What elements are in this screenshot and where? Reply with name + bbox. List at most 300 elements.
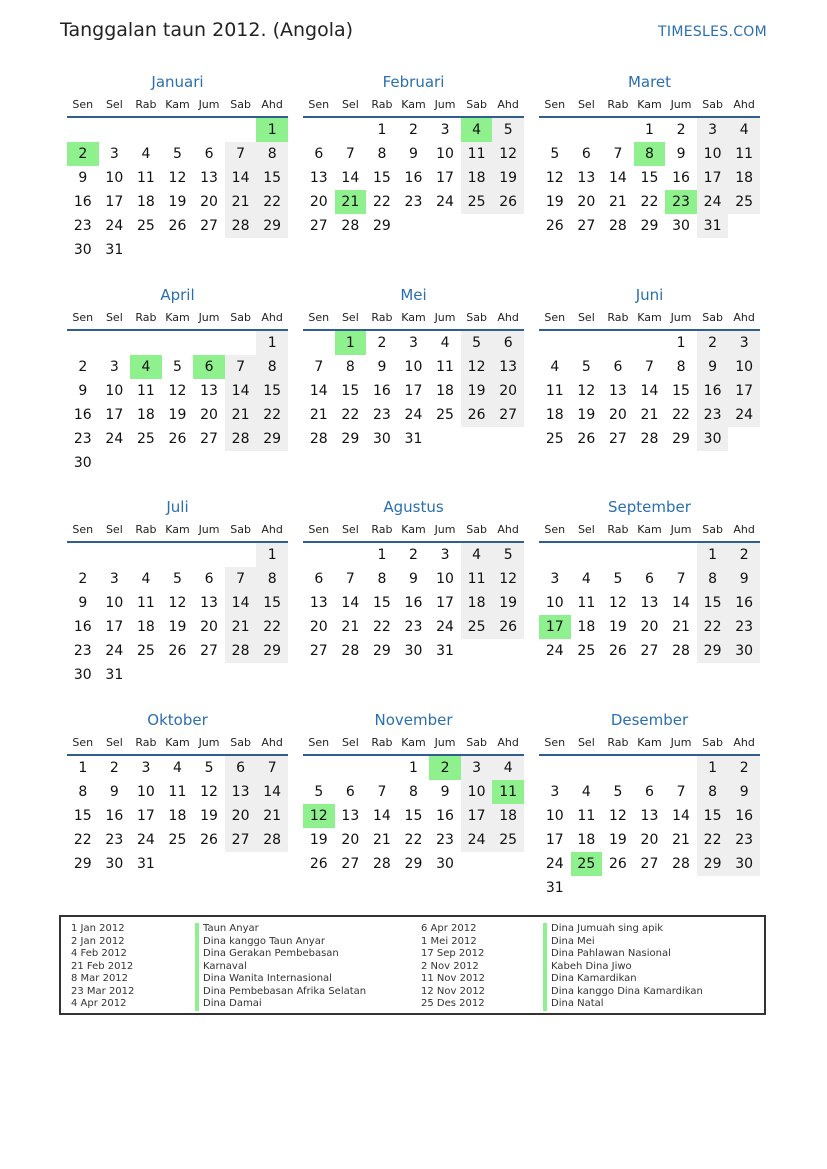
weekday-label: Sen	[544, 523, 566, 536]
legend-holiday-name: Dina Jumuah sing apik	[543, 923, 703, 936]
month-april	[67, 283, 288, 475]
weekday-label: Kam	[165, 98, 190, 111]
day-cell: 23	[436, 832, 454, 848]
empty-cell	[602, 543, 634, 567]
empty-cell	[634, 756, 666, 780]
day-cell: 13	[200, 595, 218, 611]
day-cell: 5	[173, 146, 182, 162]
weekday-label: Sel	[577, 523, 595, 536]
empty-cell	[162, 118, 194, 142]
weekend-day-cell: 27	[492, 403, 524, 427]
weekday-label: Ahd	[261, 736, 283, 749]
day-cell: 1	[377, 547, 387, 563]
weekend-day-cell: 18	[461, 166, 493, 190]
weekend-day-cell: 7	[225, 355, 257, 379]
day-cell: 15	[341, 383, 360, 399]
day-cell: 26	[200, 832, 218, 848]
weekday-label: Kam	[165, 311, 190, 324]
weekday-label: Sen	[544, 98, 566, 111]
legend-date: 23 Mar 2012	[71, 985, 135, 997]
weekday-label: Sab	[230, 311, 251, 324]
weekday-header	[539, 519, 760, 541]
weekday-label: Sab	[230, 523, 251, 536]
empty-cell	[634, 543, 666, 567]
weekend-day-cell: 13	[492, 355, 524, 379]
day-cell: 17	[436, 595, 454, 611]
legend-holiday-name: Dina Pembebasan Afrika Selatan	[195, 986, 366, 999]
day-cell: 6	[314, 146, 324, 162]
day-grid	[539, 331, 760, 451]
day-cell: 2	[78, 571, 88, 587]
weekday-label: Rab	[371, 523, 393, 536]
month-name: Agustus	[383, 498, 444, 516]
legend-date: 21 Feb 2012	[71, 960, 134, 972]
day-cell: 8	[409, 784, 418, 800]
weekend-day-cell: 28	[225, 639, 257, 663]
day-cell: 22	[372, 619, 391, 635]
day-cell: 26	[577, 431, 596, 447]
weekday-label: Rab	[607, 98, 629, 111]
empty-cell	[571, 331, 603, 355]
legend-dates-right	[421, 923, 485, 1011]
day-cell: 29	[640, 218, 659, 234]
weekend-day-cell: 4	[461, 543, 493, 567]
holiday-day-cell: 17	[539, 615, 571, 639]
day-cell: 30	[105, 856, 124, 872]
day-cell: 5	[314, 784, 324, 800]
month-september	[539, 495, 760, 663]
day-cell: 25	[577, 643, 596, 659]
weekday-label: Kam	[165, 736, 190, 749]
day-cell: 2	[676, 122, 686, 138]
day-cell: 6	[613, 359, 623, 375]
weekday-label: Jum	[198, 311, 220, 324]
weekday-label: Sel	[577, 311, 595, 324]
day-cell: 26	[608, 856, 627, 872]
day-grid	[303, 331, 524, 451]
holiday-day-cell: 21	[335, 190, 367, 214]
day-cell: 12	[545, 170, 564, 186]
month-name: November	[374, 711, 453, 729]
weekday-header	[303, 307, 524, 329]
day-cell: 20	[341, 832, 360, 848]
empty-cell	[99, 543, 131, 567]
day-grid	[539, 756, 760, 900]
weekend-day-cell: 10	[461, 780, 493, 804]
day-cell: 26	[545, 218, 564, 234]
weekday-header	[67, 307, 288, 329]
day-cell: 31	[436, 643, 454, 659]
day-cell: 13	[640, 595, 659, 611]
day-cell: 3	[550, 784, 560, 800]
day-cell: 20	[309, 619, 328, 635]
day-cell: 11	[545, 383, 564, 399]
day-cell: 19	[309, 832, 328, 848]
day-cell: 6	[345, 784, 355, 800]
day-cell: 4	[550, 359, 560, 375]
weekday-label: Rab	[371, 736, 393, 749]
weekend-day-cell: 26	[492, 615, 524, 639]
weekend-day-cell: 29	[697, 852, 729, 876]
legend-date: 25 Des 2012	[421, 998, 485, 1009]
weekend-day-cell: 29	[256, 214, 288, 238]
day-cell: 18	[136, 619, 155, 635]
month-name: Oktober	[147, 711, 208, 729]
weekday-label: Sab	[466, 736, 487, 749]
day-grid	[67, 118, 288, 262]
day-cell: 10	[136, 784, 155, 800]
day-cell: 14	[309, 383, 328, 399]
weekday-label: Sen	[544, 311, 566, 324]
legend-date: 1 Mei 2012	[421, 935, 477, 947]
day-cell: 11	[136, 170, 155, 186]
weekend-day-cell: 19	[492, 591, 524, 615]
day-cell: 15	[372, 595, 391, 611]
legend-date: 4 Apr 2012	[71, 998, 127, 1009]
day-cell: 29	[404, 856, 423, 872]
day-cell: 28	[608, 218, 627, 234]
day-cell: 9	[78, 170, 88, 186]
weekend-day-cell: 1	[697, 543, 729, 567]
month-oktober	[67, 708, 288, 876]
day-cell: 9	[409, 146, 418, 162]
day-cell: 27	[200, 643, 218, 659]
day-cell: 3	[440, 122, 450, 138]
day-cell: 29	[372, 643, 391, 659]
day-cell: 30	[73, 455, 92, 471]
brand-link[interactable]: TIMESLES.COM	[658, 24, 767, 40]
day-cell: 20	[200, 619, 218, 635]
weekday-label: Kam	[637, 736, 662, 749]
holiday-day-cell: 1	[335, 331, 367, 355]
weekday-header	[67, 732, 288, 754]
weekday-label: Ahd	[261, 98, 283, 111]
weekend-day-cell: 23	[697, 403, 729, 427]
empty-cell	[130, 543, 162, 567]
day-cell: 21	[372, 832, 391, 848]
day-cell: 17	[105, 619, 124, 635]
weekday-label: Rab	[607, 736, 629, 749]
day-cell: 13	[309, 595, 328, 611]
day-cell: 23	[73, 431, 92, 447]
day-cell: 3	[109, 146, 119, 162]
day-cell: 7	[345, 146, 355, 162]
holiday-day-cell: 4	[461, 118, 493, 142]
weekday-label: Rab	[135, 736, 157, 749]
weekend-day-cell: 7	[256, 756, 288, 780]
day-cell: 23	[73, 643, 92, 659]
day-grid	[303, 118, 524, 238]
day-cell: 23	[404, 619, 423, 635]
day-cell: 4	[141, 146, 151, 162]
day-cell: 31	[404, 431, 423, 447]
legend-holiday-name: Karnaval	[195, 961, 366, 974]
day-cell: 11	[577, 595, 596, 611]
day-cell: 5	[204, 760, 214, 776]
weekend-day-cell: 25	[492, 828, 524, 852]
day-cell: 13	[640, 808, 659, 824]
weekend-day-cell: 22	[256, 190, 288, 214]
weekend-day-cell: 12	[461, 355, 493, 379]
day-cell: 23	[404, 194, 423, 210]
day-cell: 5	[173, 571, 182, 587]
day-cell: 25	[136, 218, 155, 234]
day-cell: 14	[608, 170, 627, 186]
empty-cell	[665, 543, 697, 567]
day-cell: 27	[341, 856, 360, 872]
day-cell: 16	[404, 595, 423, 611]
weekday-label: Rab	[607, 523, 629, 536]
weekend-day-cell: 3	[461, 756, 493, 780]
legend-date: 12 Nov 2012	[421, 985, 486, 997]
day-cell: 26	[168, 643, 187, 659]
empty-cell	[539, 543, 571, 567]
day-grid	[539, 543, 760, 663]
day-cell: 23	[73, 218, 92, 234]
weekday-label: Sen	[72, 523, 94, 536]
empty-cell	[634, 331, 666, 355]
weekday-label: Sen	[308, 98, 330, 111]
day-cell: 11	[136, 595, 155, 611]
month-name: April	[160, 286, 195, 304]
weekday-label: Kam	[165, 523, 190, 536]
day-cell: 11	[136, 383, 155, 399]
legend-holiday-name: Dina kanggo Taun Anyar	[195, 936, 366, 949]
day-cell: 30	[73, 242, 92, 258]
day-cell: 21	[640, 407, 659, 423]
weekend-day-cell: 22	[256, 615, 288, 639]
weekend-day-cell: 11	[728, 142, 760, 166]
empty-cell	[162, 543, 194, 567]
day-cell: 27	[608, 431, 627, 447]
day-grid	[303, 543, 524, 663]
day-cell: 18	[436, 383, 454, 399]
day-cell: 17	[545, 832, 564, 848]
day-cell: 1	[676, 335, 686, 351]
day-grid	[67, 331, 288, 475]
day-cell: 7	[645, 359, 654, 375]
day-cell: 6	[645, 784, 654, 800]
month-agustus	[303, 495, 524, 663]
weekend-day-cell: 19	[461, 379, 493, 403]
weekend-day-cell: 1	[256, 543, 288, 567]
day-cell: 19	[577, 407, 596, 423]
day-cell: 5	[613, 784, 623, 800]
month-name: Desember	[610, 711, 689, 729]
weekday-label: Sab	[466, 311, 487, 324]
holiday-day-cell: 1	[256, 118, 288, 142]
day-cell: 8	[345, 359, 355, 375]
empty-cell	[335, 118, 367, 142]
weekend-day-cell: 29	[256, 427, 288, 451]
day-cell: 19	[168, 194, 187, 210]
day-cell: 13	[341, 808, 360, 824]
weekend-day-cell: 23	[728, 828, 760, 852]
weekday-label: Jum	[198, 523, 220, 536]
day-cell: 17	[105, 194, 124, 210]
day-cell: 22	[672, 407, 690, 423]
day-cell: 26	[608, 643, 627, 659]
legend-date: 2 Nov 2012	[421, 960, 479, 972]
month-mei	[303, 283, 524, 451]
day-cell: 7	[613, 146, 623, 162]
weekday-label: Sel	[341, 98, 359, 111]
day-cell: 14	[672, 595, 690, 611]
weekend-day-cell: 19	[492, 166, 524, 190]
day-cell: 13	[309, 170, 328, 186]
day-cell: 13	[200, 383, 218, 399]
holiday-day-cell: 11	[492, 780, 524, 804]
day-cell: 6	[204, 571, 214, 587]
weekend-day-cell: 15	[256, 591, 288, 615]
weekday-label: Sen	[308, 311, 330, 324]
day-cell: 4	[173, 760, 182, 776]
day-cell: 24	[105, 431, 124, 447]
weekday-label: Kam	[401, 311, 426, 324]
weekday-label: Sen	[72, 98, 94, 111]
month-name: Juli	[166, 498, 189, 516]
weekend-day-cell: 12	[492, 567, 524, 591]
day-cell: 2	[409, 547, 418, 563]
holiday-day-cell: 2	[67, 142, 99, 166]
holiday-day-cell: 4	[130, 355, 162, 379]
day-cell: 4	[440, 335, 450, 351]
weekday-header	[67, 519, 288, 541]
weekend-day-cell: 1	[256, 331, 288, 355]
weekday-label: Rab	[607, 311, 629, 324]
day-cell: 5	[581, 359, 591, 375]
weekend-day-cell: 22	[697, 828, 729, 852]
weekend-day-cell: 15	[256, 166, 288, 190]
weekend-day-cell: 20	[492, 379, 524, 403]
day-cell: 2	[409, 122, 418, 138]
empty-cell	[67, 543, 99, 567]
weekend-day-cell: 10	[697, 142, 729, 166]
day-cell: 4	[141, 571, 151, 587]
day-cell: 18	[168, 808, 187, 824]
weekday-label: Sab	[702, 98, 723, 111]
day-cell: 10	[404, 359, 423, 375]
weekend-day-cell: 2	[728, 543, 760, 567]
weekday-label: Sab	[230, 736, 251, 749]
day-cell: 26	[168, 431, 187, 447]
day-cell: 3	[409, 335, 418, 351]
weekend-day-cell: 14	[225, 379, 257, 403]
day-cell: 5	[613, 571, 623, 587]
legend-holiday-name: Dina Gerakan Pembebasan	[195, 948, 366, 961]
day-cell: 9	[78, 595, 88, 611]
day-cell: 21	[608, 194, 627, 210]
month-desember	[539, 708, 760, 900]
weekend-day-cell: 27	[225, 828, 257, 852]
day-cell: 16	[672, 170, 690, 186]
weekday-label: Ahd	[261, 311, 283, 324]
weekday-label: Jum	[198, 98, 220, 111]
month-name: Mei	[400, 286, 427, 304]
day-cell: 30	[73, 667, 92, 683]
day-cell: 16	[73, 407, 92, 423]
holiday-day-cell: 12	[303, 804, 335, 828]
empty-cell	[602, 118, 634, 142]
holiday-day-cell: 6	[193, 355, 225, 379]
weekday-label: Sel	[341, 523, 359, 536]
day-cell: 18	[136, 407, 155, 423]
weekday-label: Kam	[401, 98, 426, 111]
day-cell: 24	[436, 619, 454, 635]
day-cell: 31	[105, 242, 124, 258]
weekend-day-cell: 17	[461, 804, 493, 828]
weekday-label: Jum	[198, 736, 220, 749]
day-cell: 11	[436, 359, 454, 375]
day-cell: 29	[372, 218, 391, 234]
day-cell: 23	[372, 407, 391, 423]
day-cell: 28	[640, 431, 659, 447]
weekday-label: Jum	[670, 98, 692, 111]
day-cell: 10	[545, 808, 564, 824]
legend-names-left	[195, 923, 366, 1011]
weekday-label: Sel	[105, 98, 123, 111]
empty-cell	[539, 756, 571, 780]
legend-date: 17 Sep 2012	[421, 948, 485, 959]
holiday-day-cell: 8	[634, 142, 666, 166]
day-cell: 21	[672, 619, 690, 635]
day-cell: 29	[73, 856, 92, 872]
month-name: Juni	[635, 286, 664, 304]
weekend-day-cell: 8	[256, 142, 288, 166]
weekend-day-cell: 9	[697, 355, 729, 379]
weekend-day-cell: 18	[461, 591, 493, 615]
day-cell: 6	[204, 146, 214, 162]
weekday-label: Kam	[401, 736, 426, 749]
day-cell: 1	[409, 760, 418, 776]
day-cell: 25	[436, 407, 454, 423]
weekend-day-cell: 24	[728, 403, 760, 427]
day-cell: 13	[200, 170, 218, 186]
weekday-label: Rab	[135, 311, 157, 324]
weekend-day-cell: 30	[697, 427, 729, 451]
empty-cell	[539, 331, 571, 355]
legend-dates-left	[71, 923, 134, 1011]
day-cell: 3	[550, 571, 560, 587]
day-cell: 20	[577, 194, 596, 210]
day-cell: 14	[640, 383, 659, 399]
weekday-label: Ahd	[261, 523, 283, 536]
weekend-day-cell: 24	[697, 190, 729, 214]
day-cell: 10	[105, 383, 124, 399]
empty-cell	[130, 118, 162, 142]
day-cell: 3	[109, 359, 119, 375]
day-cell: 18	[577, 619, 596, 635]
legend-holiday-name: Kabeh Dina Jiwo	[543, 961, 703, 974]
weekday-label: Sen	[544, 736, 566, 749]
weekend-day-cell: 3	[697, 118, 729, 142]
day-cell: 7	[676, 784, 686, 800]
weekend-day-cell: 26	[492, 190, 524, 214]
day-cell: 28	[672, 643, 690, 659]
legend-date: 2 Jan 2012	[71, 935, 125, 947]
day-cell: 20	[640, 832, 659, 848]
weekend-day-cell: 18	[492, 804, 524, 828]
day-cell: 3	[109, 571, 119, 587]
weekday-header	[539, 307, 760, 329]
month-november	[303, 708, 524, 876]
weekday-label: Kam	[637, 98, 662, 111]
weekend-day-cell: 28	[256, 828, 288, 852]
weekend-day-cell: 9	[728, 567, 760, 591]
day-cell: 14	[372, 808, 391, 824]
empty-cell	[571, 756, 603, 780]
empty-cell	[571, 118, 603, 142]
